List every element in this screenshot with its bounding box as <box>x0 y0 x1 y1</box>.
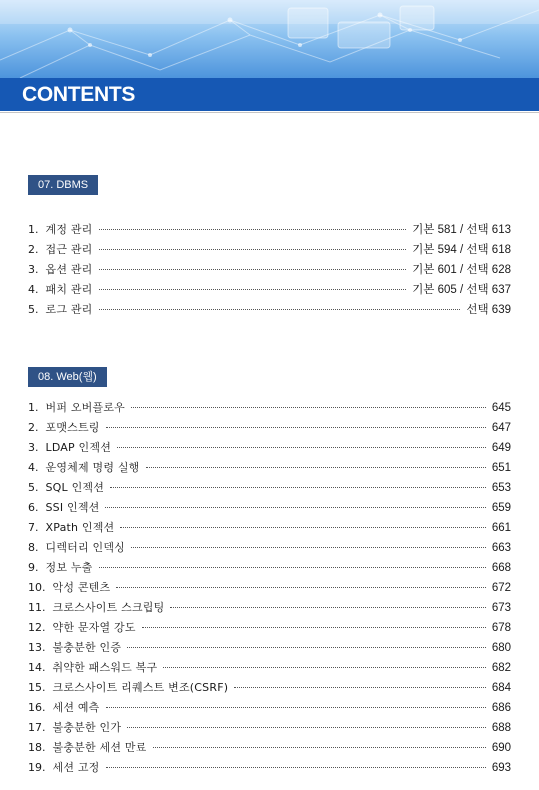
toc-leader-dots <box>106 706 486 708</box>
toc-leader-dots <box>105 506 485 508</box>
toc-entry-page: 680 <box>491 642 511 654</box>
toc-entry-number: 8. <box>28 541 39 554</box>
toc-leader-dots <box>99 288 407 290</box>
toc-entry[interactable] <box>28 558 511 578</box>
toc-leader-dots <box>99 248 407 250</box>
toc-entry-number: 16. <box>28 701 46 714</box>
toc-entry-page: 690 <box>491 742 511 754</box>
toc-entry[interactable] <box>28 300 511 320</box>
toc-leader-dots <box>116 586 485 588</box>
toc-entry-number: 19. <box>28 761 46 774</box>
toc-entry-label: 불충분한 세션 만료 <box>52 741 147 754</box>
toc-entry-page: 649 <box>491 442 511 454</box>
toc-entry-page: 673 <box>491 602 511 614</box>
toc-entry[interactable] <box>28 260 511 280</box>
toc-entry-number: 11. <box>28 601 46 614</box>
title-divider <box>0 112 539 113</box>
toc-entry-page: 663 <box>491 542 511 554</box>
toc-leader-dots <box>99 308 461 310</box>
toc-leader-dots <box>163 666 485 668</box>
page-title: CONTENTS <box>22 83 136 106</box>
toc-entry-label: 취약한 패스워드 복구 <box>52 661 158 674</box>
toc-leader-dots <box>127 646 486 648</box>
toc-entry-label: 크로스사이트 리퀘스트 변조(CSRF) <box>52 681 229 694</box>
circuit-decoration-icon <box>0 0 539 78</box>
toc-entry-label: 크로스사이트 스크립팅 <box>52 601 165 614</box>
toc-entry[interactable] <box>28 658 511 678</box>
toc-entry[interactable] <box>28 478 511 498</box>
toc-entry-number: 4. <box>28 461 39 474</box>
toc-entry[interactable] <box>28 698 511 718</box>
toc-entry[interactable] <box>28 498 511 518</box>
toc-entry-label: 옵션 관리 <box>45 263 93 276</box>
toc-entry-page: 688 <box>491 722 511 734</box>
toc-entry[interactable] <box>28 280 511 300</box>
toc-entry-number: 18. <box>28 741 46 754</box>
toc-entry-page: 기본 581 / 선택 613 <box>412 224 511 236</box>
toc-leader-dots <box>127 726 486 728</box>
toc-entry-number: 3. <box>28 263 39 276</box>
toc-entry-page: 653 <box>491 482 511 494</box>
toc-entry[interactable] <box>28 418 511 438</box>
toc-entry-number: 12. <box>28 621 46 634</box>
toc-entry[interactable] <box>28 240 511 260</box>
toc-entry-number: 7. <box>28 521 39 534</box>
section-tag-web: 08. Web(웹) <box>28 367 107 387</box>
toc-entry[interactable] <box>28 718 511 738</box>
toc-entry[interactable] <box>28 598 511 618</box>
toc-entry-label: 운영체제 명령 실행 <box>45 461 140 474</box>
toc-leader-dots <box>153 746 486 748</box>
toc-entry-label: SSI 인젝션 <box>45 501 100 514</box>
toc-leader-dots <box>131 406 486 408</box>
toc-leader-dots <box>106 766 486 768</box>
toc-entry-page: 672 <box>491 582 511 594</box>
toc-entry-number: 17. <box>28 721 46 734</box>
toc-entry-page: 기본 601 / 선택 628 <box>412 264 511 276</box>
toc-entry-page: 기본 605 / 선택 637 <box>412 284 511 296</box>
toc-list-web <box>28 398 511 778</box>
toc-entry-page: 기본 594 / 선택 618 <box>412 244 511 256</box>
toc-entry-page: 686 <box>491 702 511 714</box>
toc-entry-label: 버퍼 오버플로우 <box>45 401 125 414</box>
toc-leader-dots <box>234 686 486 688</box>
toc-entry-page: 678 <box>491 622 511 634</box>
toc-entry-label: 패치 관리 <box>45 283 93 296</box>
header-banner-image <box>0 0 539 78</box>
toc-leader-dots <box>106 426 486 428</box>
toc-entry-number: 5. <box>28 481 39 494</box>
toc-entry[interactable] <box>28 538 511 558</box>
toc-entry-label: 세션 고정 <box>52 761 100 774</box>
toc-entry-number: 9. <box>28 561 39 574</box>
toc-entry-page: 682 <box>491 662 511 674</box>
toc-entry[interactable] <box>28 398 511 418</box>
toc-entry-page: 651 <box>491 462 511 474</box>
toc-entry-number: 4. <box>28 283 39 296</box>
toc-entry-number: 14. <box>28 661 46 674</box>
toc-entry-label: 포맷스트링 <box>45 421 100 434</box>
toc-entry-number: 5. <box>28 303 39 316</box>
title-bar <box>0 78 539 111</box>
toc-entry-number: 3. <box>28 441 39 454</box>
toc-leader-dots <box>146 466 486 468</box>
toc-entry[interactable] <box>28 758 511 778</box>
toc-leader-dots <box>170 606 485 608</box>
toc-entry[interactable] <box>28 618 511 638</box>
toc-leader-dots <box>99 268 407 270</box>
toc-entry-label: 불충분한 인증 <box>52 641 122 654</box>
toc-entry[interactable] <box>28 438 511 458</box>
toc-leader-dots <box>120 526 485 528</box>
toc-entry-number: 2. <box>28 421 39 434</box>
toc-entry-page: 647 <box>491 422 511 434</box>
toc-entry-page: 645 <box>491 402 511 414</box>
toc-entry-page: 693 <box>491 762 511 774</box>
toc-entry-page: 668 <box>491 562 511 574</box>
toc-entry-label: 악성 콘텐츠 <box>52 581 111 594</box>
toc-entry-label: 불충분한 인가 <box>52 721 122 734</box>
toc-entry[interactable] <box>28 458 511 478</box>
toc-entry-number: 1. <box>28 223 39 236</box>
toc-entry[interactable] <box>28 220 511 240</box>
toc-leader-dots <box>99 566 486 568</box>
toc-entry-label: SQL 인젝션 <box>45 481 105 494</box>
section-tag-dbms: 07. DBMS <box>28 175 98 195</box>
toc-leader-dots <box>131 546 486 548</box>
toc-entry-number: 15. <box>28 681 46 694</box>
toc-entry-label: LDAP 인젝션 <box>45 441 112 454</box>
toc-entry[interactable] <box>28 638 511 658</box>
toc-entry-page: 선택 639 <box>466 304 511 316</box>
toc-entry-label: 세션 예측 <box>52 701 100 714</box>
toc-entry[interactable] <box>28 738 511 758</box>
toc-entry-number: 1. <box>28 401 39 414</box>
toc-entry-label: 로그 관리 <box>45 303 93 316</box>
toc-entry-label: 정보 누출 <box>45 561 93 574</box>
toc-list-dbms <box>28 220 511 320</box>
toc-entry-number: 13. <box>28 641 46 654</box>
toc-entry[interactable] <box>28 578 511 598</box>
toc-entry-page: 661 <box>491 522 511 534</box>
toc-entry-page: 659 <box>491 502 511 514</box>
toc-leader-dots <box>117 446 486 448</box>
toc-leader-dots <box>142 626 486 628</box>
toc-entry-label: 디렉터리 인덱싱 <box>45 541 125 554</box>
toc-entry-label: 접근 관리 <box>45 243 93 256</box>
toc-entry-number: 2. <box>28 243 39 256</box>
toc-entry-label: 약한 문자열 강도 <box>52 621 136 634</box>
toc-entry-label: 계정 관리 <box>45 223 93 236</box>
toc-entry-page: 684 <box>491 682 511 694</box>
toc-leader-dots <box>99 228 407 230</box>
toc-entry[interactable] <box>28 518 511 538</box>
toc-leader-dots <box>110 486 486 488</box>
toc-entry-number: 10. <box>28 581 46 594</box>
toc-entry-number: 6. <box>28 501 39 514</box>
toc-entry[interactable] <box>28 678 511 698</box>
toc-entry-label: XPath 인젝션 <box>45 521 115 534</box>
